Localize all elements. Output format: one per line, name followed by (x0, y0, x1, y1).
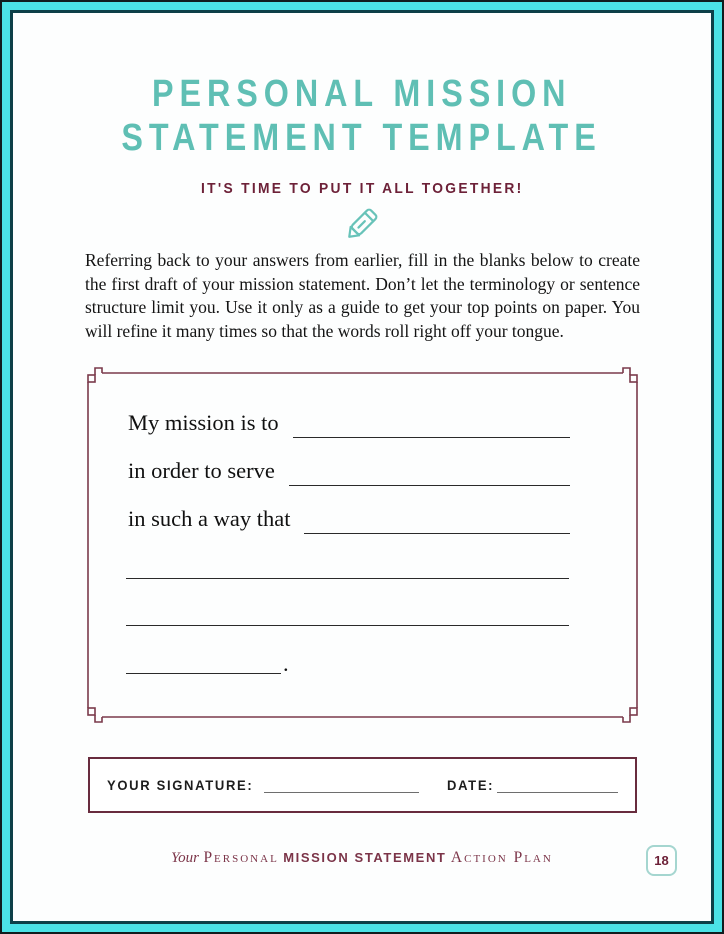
page-title-line2: STATEMENT TEMPLATE (121, 117, 603, 159)
date-label: DATE: (446, 776, 494, 793)
page-subtitle: IT'S TIME TO PUT IT ALL TOGETHER! (200, 180, 524, 197)
blank-line-6 (126, 651, 281, 674)
signature-row (107, 778, 618, 793)
intro-paragraph: Referring back to your answers from earlier, fill in the blanks below to create the first draft of your mission statement. Don’t let the terminology or sentence structure limit you. Use it only as a guide to get your top points on paper. You will refine it many times so that the words roll right off your tongue. (85, 250, 640, 342)
footer-word-mission-statement: MISSION STATEMENT (283, 850, 447, 865)
signature-blank-line (264, 778, 418, 793)
mission-row-1-label: My mission is to (128, 410, 279, 435)
page-title-line1: PERSONAL MISSION (152, 73, 572, 115)
mission-row-1-blank-line (293, 405, 570, 438)
mission-statement-box (86, 366, 639, 724)
footer (0, 849, 724, 867)
footer-word-action-plan: Action Plan (450, 849, 553, 866)
mission-row-3 (128, 500, 570, 534)
mission-row-3-label: in such a way that (128, 506, 291, 531)
date-blank-line (497, 778, 618, 793)
footer-word-personal: Personal (203, 849, 279, 866)
signature-box (88, 757, 637, 813)
page-title (0, 72, 724, 160)
mission-row-1 (128, 404, 570, 438)
mission-row-2-blank-line (289, 453, 570, 486)
mission-row-2 (128, 452, 570, 486)
footer-word-your: Your (171, 850, 199, 866)
blank-line-5 (126, 625, 569, 626)
mission-row-3-blank-line (304, 501, 570, 534)
ending-period: . (283, 651, 289, 676)
pencil-icon (338, 200, 386, 253)
mission-last-row (126, 652, 289, 674)
blank-line-4 (126, 578, 569, 579)
signature-label: YOUR SIGNATURE: (107, 776, 254, 793)
mission-row-2-label: in order to serve (128, 458, 275, 483)
page-number-badge: 18 (646, 845, 677, 876)
